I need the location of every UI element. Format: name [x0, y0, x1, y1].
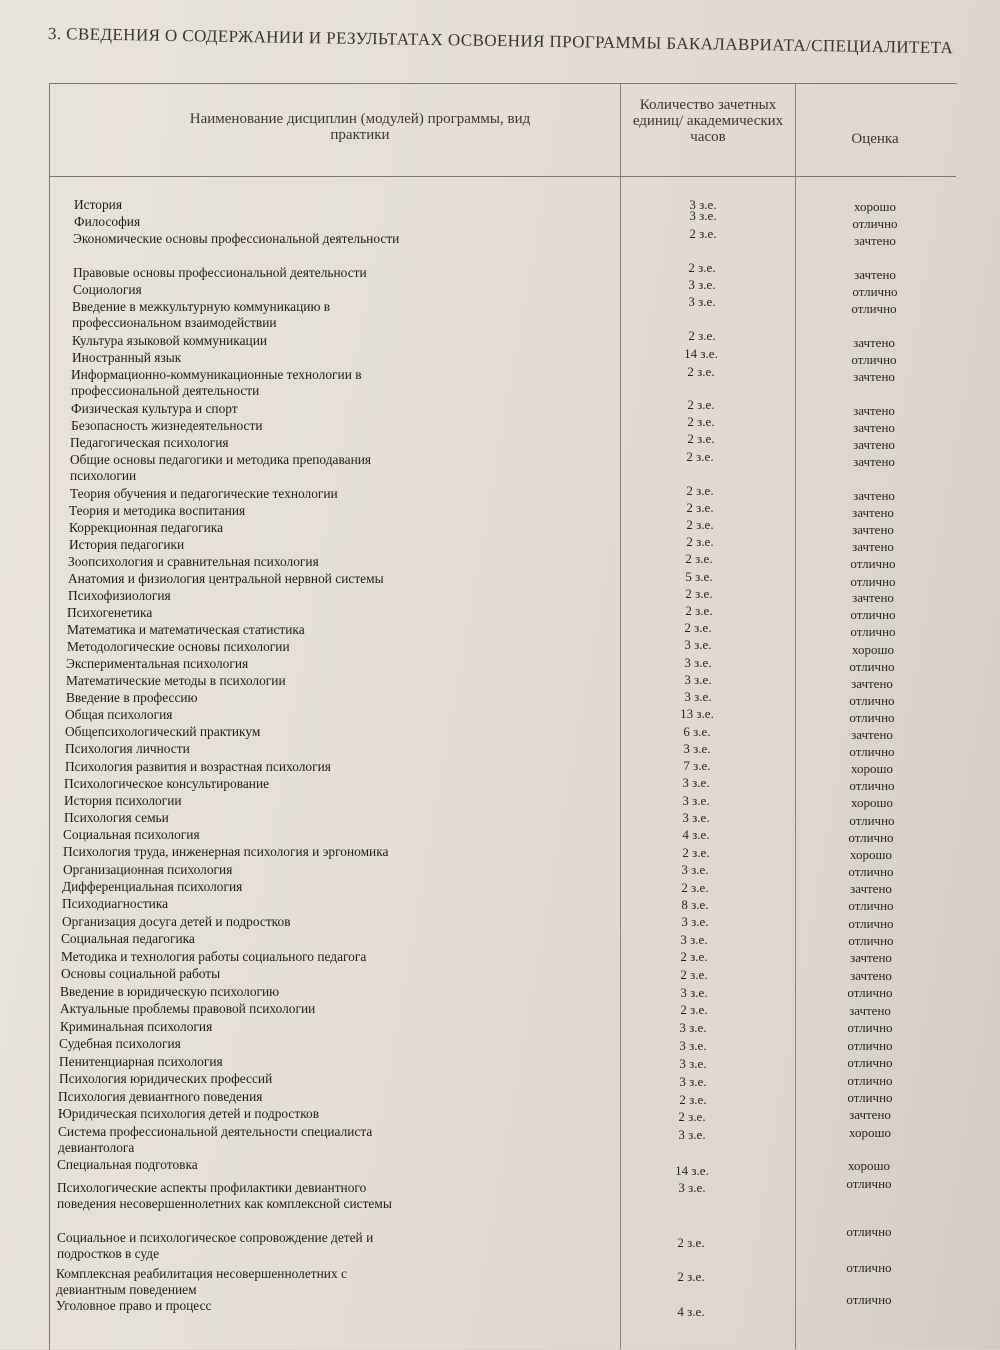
discipline-name: Анатомия и физиология центральной нервной системы	[68, 571, 384, 586]
section-title: 3. СВЕДЕНИЯ О СОДЕРЖАНИИ И РЕЗУЛЬТАТАХ ОСВОЕНИЯ ПРОГРАММЫ БАКАЛАВРИАТА/СПЕЦИАЛИТЕТА	[47, 24, 954, 58]
grade-value: хорошо	[850, 795, 893, 810]
grade-value: отлично	[852, 216, 898, 231]
credits-value: 2 з.е.	[686, 517, 714, 532]
discipline-name: Социальная педагогика	[61, 931, 195, 946]
credits-value: 3 з.е.	[682, 810, 710, 825]
grade-value: отлично	[849, 693, 895, 708]
credits-value: 2 з.е.	[680, 1002, 708, 1017]
grade-value: зачтено	[853, 488, 895, 503]
grade-value: зачтено	[850, 950, 892, 965]
credits-value: 2 з.е.	[680, 967, 708, 982]
credits-value: 3 з.е.	[689, 197, 717, 212]
discipline-name: Психология девиантного поведения	[58, 1089, 263, 1104]
credits-value: 13 з.е.	[680, 706, 714, 721]
grade-value: хорошо	[849, 847, 892, 862]
grade-value: отлично	[850, 556, 896, 571]
credits-value: 14 з.е.	[684, 346, 718, 361]
credits-value: 3 з.е.	[679, 1038, 707, 1053]
credits-value: 2 з.е.	[686, 500, 714, 515]
credits-value: 2 з.е.	[687, 397, 715, 412]
credits-value: 5 з.е.	[685, 569, 713, 584]
grade-value: отлично	[850, 607, 896, 622]
grade-value: зачтено	[852, 505, 894, 520]
credits-value: 2 з.е.	[684, 620, 712, 635]
credits-value: 3 з.е.	[680, 985, 708, 1000]
credits-value: 3 з.е.	[679, 1020, 707, 1035]
grade-value: отлично	[848, 933, 894, 948]
grade-value: зачтено	[849, 1107, 891, 1122]
grade-value: отлично	[847, 1090, 893, 1105]
discipline-name: Правовые основы профессиональной деятельности	[73, 265, 367, 280]
grade-value: хорошо	[853, 199, 896, 214]
grade-value: зачтено	[853, 454, 895, 469]
grade-value: отлично	[849, 659, 895, 674]
credits-value: 3 з.е.	[684, 672, 712, 687]
credits-value: 2 з.е.	[689, 226, 717, 241]
discipline-name: Зоопсихология и сравнительная психология	[68, 554, 319, 569]
credits-value: 3 з.е.	[688, 294, 716, 309]
discipline-name: Методологические основы психологии	[67, 639, 290, 654]
credits-value: 2 з.е.	[678, 1109, 706, 1124]
discipline-name: Психодиагностика	[62, 896, 169, 911]
discipline-name: Психогенетика	[67, 605, 153, 620]
discipline-name: Педагогическая психология	[70, 435, 229, 450]
grade-value: отлично	[847, 1055, 893, 1070]
credits-value: 3 з.е.	[682, 775, 710, 790]
header-credits: Количество зачетных единиц/ академических часов	[632, 97, 784, 145]
discipline-name: Введение в юридическую психологию	[60, 984, 280, 999]
grade-value: отлично	[852, 284, 898, 299]
header-grade: Оценка	[851, 131, 899, 147]
discipline-name: Психология труда, инженерная психология и эргономика	[63, 844, 389, 859]
credits-value: 3 з.е.	[679, 1074, 707, 1089]
grade-value: зачтено	[853, 420, 895, 435]
credits-value: 3 з.е.	[681, 862, 709, 877]
discipline-name: Криминальная психология	[60, 1019, 213, 1034]
credits-value: 2 з.е.	[686, 449, 714, 464]
grade-value: отлично	[848, 864, 894, 879]
discipline-name: Методика и технология работы социального педагога	[61, 949, 367, 964]
grade-value: отлично	[849, 744, 895, 759]
credits-value: 2 з.е.	[688, 260, 716, 275]
credits-value: 2 з.е.	[680, 949, 708, 964]
credits-value: 3 з.е.	[684, 655, 712, 670]
credits-value: 3 з.е.	[689, 208, 717, 223]
discipline-name: Специальная подготовка	[57, 1157, 198, 1172]
grade-value: зачтено	[853, 437, 895, 452]
credits-value: 4 з.е.	[682, 827, 710, 842]
discipline-name: Психология юридических профессий	[59, 1071, 273, 1086]
discipline-name: Пенитенциарная психология	[59, 1054, 223, 1069]
discipline-name: Информационно-коммуникационные технологии в профессиональной деятельности	[71, 367, 362, 398]
credits-value: 7 з.е.	[683, 758, 711, 773]
grade-value: отлично	[849, 813, 895, 828]
grade-value: отлично	[850, 574, 896, 589]
discipline-name: История	[74, 197, 123, 212]
credits-value: 2 з.е.	[677, 1235, 705, 1250]
grade-value: отлично	[847, 1038, 893, 1053]
discipline-name: Безопасность жизнедеятельности	[71, 418, 263, 433]
discipline-name: Комплексная реабилитация несовершеннолетних с девиантным поведением	[56, 1266, 347, 1297]
credits-value: 2 з.е.	[685, 586, 713, 601]
credits-value: 3 з.е.	[684, 689, 712, 704]
credits-value: 3 з.е.	[688, 277, 716, 292]
credits-value: 3 з.е.	[683, 741, 711, 756]
grade-value: отлично	[846, 1176, 892, 1191]
discipline-name: Теория и методика воспитания	[69, 503, 246, 518]
discipline-name: Дифференциальная психология	[62, 879, 243, 894]
credits-value: 2 з.е.	[679, 1092, 707, 1107]
discipline-name: Введение в профессию	[66, 690, 198, 705]
discipline-name: Теория обучения и педагогические технологии	[70, 486, 338, 501]
credits-value: 2 з.е.	[687, 431, 715, 446]
discipline-name: Социальное и психологическое сопровождение детей и подростков в суде	[57, 1230, 374, 1261]
discipline-name: Основы социальной работы	[61, 966, 221, 981]
grade-value: зачтено	[853, 369, 895, 384]
credits-value: 2 з.е.	[685, 603, 713, 618]
grade-value: зачтено	[853, 335, 895, 350]
grade-value: отлично	[847, 1020, 893, 1035]
discipline-name: Введение в межкультурную коммуникацию в профессиональном взаимодействии	[72, 299, 331, 330]
grade-value: отлично	[846, 1292, 892, 1307]
grade-value: отлично	[850, 624, 896, 639]
credits-value: 3 з.е.	[681, 914, 709, 929]
discipline-name: Актуальные проблемы правовой психологии	[60, 1001, 316, 1016]
discipline-name: Система профессиональной деятельности специалиста девиантолога	[58, 1124, 373, 1155]
grade-value: зачтено	[853, 403, 895, 418]
discipline-name: Уголовное право и процесс	[56, 1298, 212, 1313]
credits-value: 3 з.е.	[678, 1127, 706, 1142]
grade-value: отлично	[847, 1073, 893, 1088]
grade-value: зачтено	[850, 881, 892, 896]
grade-value: отлично	[848, 898, 894, 913]
grade-value: отлично	[851, 301, 897, 316]
grade-value: отлично	[851, 352, 897, 367]
discipline-name: Психологическое консультирование	[64, 776, 270, 791]
credits-value: 3 з.е.	[680, 932, 708, 947]
discipline-name: Экспериментальная психология	[66, 656, 249, 671]
grade-value: зачтено	[852, 590, 894, 605]
credits-value: 2 з.е.	[677, 1269, 705, 1284]
credits-value: 3 з.е.	[678, 1180, 706, 1195]
grade-value: отлично	[849, 710, 895, 725]
discipline-name: Психофизиология	[68, 588, 171, 603]
discipline-name: Экономические основы профессиональной деятельности	[73, 231, 400, 246]
credits-value: 2 з.е.	[687, 364, 715, 379]
discipline-name: Социология	[73, 282, 142, 297]
discipline-name: Математика и математическая статистика	[67, 622, 305, 637]
grade-value: зачтено	[854, 267, 896, 282]
discipline-name: Психология личности	[65, 741, 190, 756]
grade-value: отлично	[846, 1224, 892, 1239]
credits-value: 2 з.е.	[686, 483, 714, 498]
discipline-name: История психологии	[64, 793, 182, 808]
grade-value: зачтено	[851, 676, 893, 691]
discipline-name: История педагогики	[69, 537, 185, 552]
grade-value: отлично	[849, 778, 895, 793]
grade-value: зачтено	[850, 968, 892, 983]
grade-value: зачтено	[851, 727, 893, 742]
discipline-name: Физическая культура и спорт	[71, 401, 238, 416]
credits-value: 2 з.е.	[686, 534, 714, 549]
credits-value: 2 з.е.	[688, 328, 716, 343]
grade-value: зачтено	[852, 522, 894, 537]
grade-value: отлично	[848, 830, 894, 845]
discipline-name: Социальная психология	[63, 827, 200, 842]
credits-value: 6 з.е.	[683, 724, 711, 739]
grade-value: отлично	[847, 985, 893, 1000]
discipline-name: Общепсихологический практикум	[65, 724, 261, 739]
discipline-name: Организационная психология	[63, 862, 233, 877]
grade-value: хорошо	[850, 761, 893, 776]
grade-value: зачтено	[849, 1003, 891, 1018]
grade-value: хорошо	[847, 1158, 890, 1173]
discipline-name: Культура языковой коммуникации	[72, 333, 268, 348]
discipline-name: Общие основы педагогики и методика преподавания психологии	[70, 452, 372, 483]
grade-value: хорошо	[848, 1125, 891, 1140]
grade-value: хорошо	[851, 642, 894, 657]
credits-value: 8 з.е.	[681, 897, 709, 912]
discipline-name: Организация досуга детей и подростков	[62, 914, 291, 929]
credits-value: 2 з.е.	[687, 414, 715, 429]
discipline-name: Коррекционная педагогика	[69, 520, 224, 535]
grade-value: зачтено	[854, 233, 896, 248]
credits-value: 4 з.е.	[677, 1304, 705, 1319]
credits-value: 3 з.е.	[682, 793, 710, 808]
discipline-name: Судебная психология	[59, 1036, 181, 1051]
discipline-name: Математические методы в психологии	[66, 673, 286, 688]
discipline-name: Философия	[74, 214, 141, 229]
grade-value: отлично	[846, 1260, 892, 1275]
grade-value: зачтено	[852, 539, 894, 554]
credits-value: 3 з.е.	[679, 1056, 707, 1071]
credits-value: 2 з.е.	[681, 880, 709, 895]
discipline-name: Психология семьи	[64, 810, 169, 825]
credits-value: 14 з.е.	[675, 1163, 709, 1178]
header-discipline-name: Наименование дисциплин (модулей) программы, вид практики	[189, 111, 531, 143]
discipline-name: Психологические аспекты профилактики девиантного поведения несовершеннолетних как комплексной системы	[57, 1180, 392, 1211]
credits-value: 3 з.е.	[684, 637, 712, 652]
discipline-name: Общая психология	[65, 707, 173, 722]
credits-value: 2 з.е.	[685, 551, 713, 566]
credits-value: 2 з.е.	[682, 845, 710, 860]
grade-value: отлично	[848, 916, 894, 931]
discipline-name: Юридическая психология детей и подростков	[58, 1106, 320, 1121]
discipline-name: Психология развития и возрастная психология	[65, 759, 331, 774]
discipline-name: Иностранный язык	[72, 350, 182, 365]
